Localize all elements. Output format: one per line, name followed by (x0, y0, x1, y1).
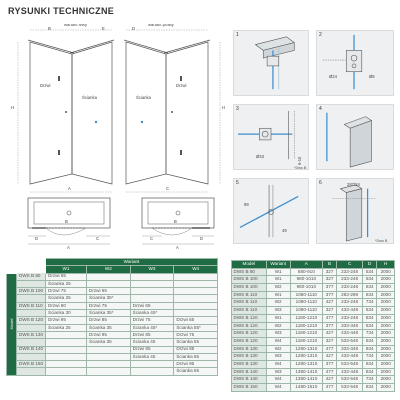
variant-cell-w2: Drzwi 65 (87, 288, 131, 295)
detail-number: 3 (236, 106, 239, 112)
variant-table-row (7, 288, 218, 295)
dim-c-label: C (166, 186, 170, 191)
variant-table-row (7, 302, 218, 309)
variant-table-row (7, 280, 218, 287)
dimension-table-body (232, 268, 395, 391)
dimension-cell: 1280-1310 (290, 345, 322, 353)
dimension-cell: 1180-1210 (290, 322, 322, 330)
dimension-cell: 477 (322, 345, 336, 353)
dimension-col-a: A (290, 261, 322, 269)
detail-3 (233, 104, 309, 170)
dimension-cell: W3 (266, 368, 290, 376)
detail-2-dim-2: Ø8 (369, 74, 375, 79)
variant-table (6, 258, 218, 376)
variant-model-cell (17, 353, 46, 360)
variant-cell-w4 (174, 310, 218, 317)
dimension-cell: 534 (362, 268, 376, 276)
left-wall-label: Ścianka (82, 95, 97, 100)
dimension-cell: 427 (322, 353, 336, 361)
plan-left-svg (22, 196, 116, 252)
variant-cell-w3 (130, 288, 174, 295)
left-door-label: Drzwi (40, 83, 51, 88)
dimension-cell: 1280-1310 (290, 353, 322, 361)
dimension-table-row (232, 307, 395, 315)
dimension-table-row (232, 276, 395, 284)
dimension-cell: 534 (362, 307, 376, 315)
dimension-cell: 377 (322, 291, 336, 299)
dimension-cell: DWS B 120 (232, 337, 267, 345)
plan-right-svg (138, 196, 218, 252)
variant-cell-w3: Ścianka 45 (130, 339, 174, 346)
dimension-table-row (232, 330, 395, 338)
variant-cell-w4: Ścianka 55* (174, 324, 218, 331)
dimension-table (231, 260, 395, 392)
right-door-panel (166, 42, 208, 184)
dimension-cell: 2000 (377, 337, 395, 345)
dimension-cell: 2000 (377, 268, 395, 276)
variant-model-cell: DWS B 100 (17, 288, 46, 295)
dimension-cell: DWS B 140 (232, 368, 267, 376)
dimension-cell: 834 (362, 368, 376, 376)
dimension-cell: 2000 (377, 314, 395, 322)
dimension-cell: W1 (266, 314, 290, 322)
dimension-cell: 533-548 (337, 360, 363, 368)
variant-cell-w3: Ścianka 45 (130, 353, 174, 360)
elevation-drawing (8, 24, 230, 194)
dimension-cell: DWS B 80 (232, 268, 267, 276)
dimension-cell: W3 (266, 353, 290, 361)
variant-table-row (7, 361, 218, 368)
dimension-cell: 233-248 (337, 268, 363, 276)
variant-cell-w2 (87, 273, 131, 280)
variant-cell-w4 (174, 280, 218, 287)
variant-col-w3: W3 (130, 266, 174, 273)
dimension-cell: 2000 (377, 376, 395, 384)
dimension-cell: 2000 (377, 384, 395, 392)
dimension-cell: 2000 (377, 276, 395, 284)
dimension-cell: 433-448 (337, 353, 363, 361)
detail-3-dim-1: Ø33 (256, 154, 264, 159)
variant-cell-w2: Drzwi 85 (87, 317, 131, 324)
dimension-cell: 533-548 (337, 384, 363, 392)
right-door-label: Drzwi (176, 83, 187, 88)
dimension-cell: DWS B 130 (232, 360, 267, 368)
dimension-cell: 233-248 (337, 314, 363, 322)
variant-table-row (7, 273, 218, 280)
dimension-cell: 233-248 (337, 284, 363, 292)
variant-table-spacer (7, 259, 46, 266)
dimension-cell: W2 (266, 299, 290, 307)
detail-6 (316, 178, 394, 244)
variant-cell-w3: Ścianka 45* (130, 324, 174, 331)
dimension-cell: 2000 (377, 322, 395, 330)
dimension-cell: 734 (362, 299, 376, 307)
dimension-table-row (232, 322, 395, 330)
dimension-cell: 427 (322, 376, 336, 384)
dimension-col-h: H (377, 261, 395, 269)
dimension-cell: 477 (322, 368, 336, 376)
dimension-cell: 333-348 (337, 345, 363, 353)
variant-model-cell (17, 324, 46, 331)
variant-cell-w4 (174, 302, 218, 309)
variant-cell-w4: Drzwi 75 (174, 331, 218, 338)
dimension-cell: 734 (362, 376, 376, 384)
variant-cell-w2: Ścianka 35* (87, 295, 131, 302)
dimension-cell: 427 (322, 330, 336, 338)
detail-number: 2 (319, 32, 322, 38)
variant-model-cell: DWS B 120 (17, 317, 46, 324)
dimension-cell: 534 (362, 337, 376, 345)
variant-col-w4: W4 (174, 266, 218, 273)
variant-model-cell: DWS B 130 (17, 331, 46, 338)
left-variant-label: wariant lewy (64, 24, 88, 27)
dimension-cell: 477 (322, 314, 336, 322)
dimension-cell: 533-548 (337, 376, 363, 384)
variant-cell-w2: Drzwi 95 (87, 331, 131, 338)
dimension-cell: 233-248 (337, 299, 363, 307)
dimension-cell: 533-548 (337, 337, 363, 345)
dimension-cell: 433-448 (337, 368, 363, 376)
dimension-table-row (232, 268, 395, 276)
dimension-cell: 377 (322, 322, 336, 330)
dimension-table-row (232, 337, 395, 345)
variant-cell-w2: Drzwi 75 (87, 302, 131, 309)
dimension-cell: W4 (266, 360, 290, 368)
plan-left-label-d: D (35, 236, 39, 241)
variant-cell-w1: Ścianka 25 (46, 324, 87, 331)
variant-cell-w4 (174, 295, 218, 302)
variant-model-cell: DWS B 80 (17, 273, 46, 280)
dimension-table-row (232, 353, 395, 361)
dimension-cell: 2000 (377, 330, 395, 338)
dim-d-label: D (132, 26, 136, 31)
variant-cell-w4: Ścianka 55 (174, 339, 218, 346)
variant-cell-w2 (87, 346, 131, 353)
dimension-cell: 634 (362, 284, 376, 292)
dim-h-right: H (222, 105, 226, 110)
dimension-cell: 534 (362, 276, 376, 284)
detail-6-svg (317, 179, 393, 243)
dimension-cell: 980-1010 (290, 276, 322, 284)
dimension-cell: 1080-1110 (290, 299, 322, 307)
variant-cell-w3 (130, 295, 174, 302)
dim-h-left: H (11, 105, 15, 110)
variant-cell-w3 (130, 368, 174, 375)
dimension-cell: W1 (266, 276, 290, 284)
variant-cell-w3: Drzwi 65 (130, 302, 174, 309)
dimension-table-row (232, 384, 395, 392)
variant-cell-w3 (130, 361, 174, 368)
variant-cell-w1 (46, 353, 87, 360)
detail-2 (316, 30, 394, 96)
dimension-cell: 1180-1210 (290, 330, 322, 338)
detail-6-dim-1: 287/24 (347, 182, 360, 187)
variant-table-group-row (7, 259, 218, 266)
dimension-cell: 834 (362, 384, 376, 392)
detail-5-dim-1: 89 (244, 202, 249, 207)
plan-left (22, 196, 116, 252)
right-wall-label: Ścianka (136, 95, 151, 100)
detail-number: 6 (319, 180, 322, 186)
variant-model-cell: DWS B 140 (17, 346, 46, 353)
variant-model-cell (17, 339, 46, 346)
dimension-cell: 1280-1310 (290, 360, 322, 368)
variant-cell-w2: Ścianka 35 (87, 324, 131, 331)
dimension-cell: 734 (362, 353, 376, 361)
dimension-cell: 1180-1210 (290, 314, 322, 322)
variant-model-cell (17, 295, 46, 302)
variant-cell-w4: Drzwi 85 (174, 346, 218, 353)
variant-col-w1: W1 (46, 266, 87, 273)
dimension-cell: 333-348 (337, 322, 363, 330)
detail-1-svg (234, 31, 308, 95)
variant-cell-w2: Ścianka 35 (87, 339, 131, 346)
variant-cell-w1: Drzwi 95 (46, 317, 87, 324)
dim-b-label: B (48, 26, 51, 31)
variant-cell-w3: Ścianka 45* (130, 310, 174, 317)
variant-model-cell: DWS B 110 (17, 302, 46, 309)
dimension-cell: 1480-1510 (290, 384, 322, 392)
dimension-cell: 834 (362, 345, 376, 353)
dim-e-label: E (102, 26, 105, 31)
variant-col-w2: W2 (87, 266, 131, 273)
dimension-col-b: B (322, 261, 336, 269)
variant-model-cell: DWS B 150 (17, 361, 46, 368)
variant-cell-w1: Drzwi 75 (46, 288, 87, 295)
dimension-cell: 634 (362, 322, 376, 330)
dimension-cell: DWS B 110 (232, 291, 267, 299)
detail-5 (233, 178, 309, 244)
dimension-cell: W3 (266, 307, 290, 315)
variant-cell-w4: Ścianka 55 (174, 353, 218, 360)
dimension-cell: DWS B 120 (232, 330, 267, 338)
dimension-cell: W4 (266, 337, 290, 345)
dimension-cell: 2000 (377, 291, 395, 299)
variant-cell-w1 (46, 361, 87, 368)
variant-cell-w1: Drzwi 80 (46, 302, 87, 309)
dimension-col-d: D (362, 261, 376, 269)
dimension-table-row (232, 299, 395, 307)
variant-table-body (7, 273, 218, 375)
dimension-cell: DWS B 100 (232, 284, 267, 292)
dimension-cell: DWS B 150 (232, 384, 267, 392)
dimension-table-row (232, 368, 395, 376)
detail-5-dim-2: 49 (282, 228, 287, 233)
variant-cell-w3: Drzwi 85 (130, 331, 174, 338)
dimension-table-row (232, 314, 395, 322)
variant-cell-w4: Drzwi 65 (174, 317, 218, 324)
dimension-cell: W4 (266, 384, 290, 392)
variant-cell-w4: Ścianka 55 (174, 368, 218, 375)
variant-table-spacer (7, 266, 46, 273)
variant-model-cell (17, 280, 46, 287)
detail-4 (316, 104, 394, 170)
variant-table-row (7, 331, 218, 338)
dimension-cell: 734 (362, 330, 376, 338)
dimension-cell: 634 (362, 360, 376, 368)
variant-table-row (7, 353, 218, 360)
variant-cell-w4 (174, 273, 218, 280)
variant-group-header: Wariant (46, 259, 218, 266)
dimension-cell: W2 (266, 345, 290, 353)
dimension-cell: 834 (362, 314, 376, 322)
plan-right-label-d: D (200, 236, 204, 241)
variant-cell-w1 (46, 368, 87, 375)
dimension-cell: 980-1010 (290, 284, 322, 292)
left-door-panel (30, 42, 72, 184)
page-title: RYSUNKI TECHNICZNE (8, 6, 115, 16)
dimension-cell: 1080-1110 (290, 307, 322, 315)
variant-model-cell (17, 310, 46, 317)
detail-2-dim-1: Ø24 (329, 74, 337, 79)
variant-cell-w4: Drzwi 95 (174, 361, 218, 368)
plan-left-label-a: A (67, 245, 70, 250)
dimension-cell: 327 (322, 337, 336, 345)
dimension-table-header-row (232, 261, 395, 269)
variant-cell-w2: Ścianka 35* (87, 310, 131, 317)
dimension-table-row (232, 345, 395, 353)
dimension-cell: DWS B 130 (232, 353, 267, 361)
variant-side-label-text: Model (8, 318, 14, 330)
variant-table-row (7, 324, 218, 331)
left-wall-panel (72, 42, 112, 184)
dimension-cell: 2000 (377, 368, 395, 376)
dimension-cell: W2 (266, 322, 290, 330)
dimension-cell: 377 (322, 360, 336, 368)
dimension-cell: 2000 (377, 353, 395, 361)
dimension-cell: DWS B 120 (232, 314, 267, 322)
dimension-cell: 377 (322, 284, 336, 292)
elevation-svg (8, 24, 230, 194)
detail-3-dim-2: 6-10 (297, 156, 302, 165)
dimension-cell: 634 (362, 291, 376, 299)
variant-cell-w3: Drzwi 95 (130, 346, 174, 353)
dimension-cell: 327 (322, 276, 336, 284)
dimension-cell: 283-298 (337, 291, 363, 299)
dimension-cell: W3 (266, 330, 290, 338)
variant-cell-w1: Drzwi 65 (46, 273, 87, 280)
variant-table-row (7, 346, 218, 353)
variant-cell-w1 (46, 339, 87, 346)
dimension-table-row (232, 284, 395, 292)
detail-5-svg (234, 179, 308, 243)
dimension-cell: 2000 (377, 307, 395, 315)
variant-table-row (7, 310, 218, 317)
variant-cell-w1: Ścianka 25 (46, 280, 87, 287)
dimension-cell: W4 (266, 376, 290, 384)
right-wall-panel (126, 42, 166, 184)
plan-right-label-b: B (174, 219, 177, 224)
plan-right (138, 196, 218, 252)
dimension-cell: DWS B 110 (232, 307, 267, 315)
plan-right-label-c: C (150, 236, 154, 241)
variant-model-cell (17, 368, 46, 375)
dimension-cell: 433-448 (337, 307, 363, 315)
variant-cell-w1 (46, 331, 87, 338)
variant-cell-w3 (130, 280, 174, 287)
dimension-col-wariant: Wariant (266, 261, 290, 269)
detail-1 (233, 30, 309, 96)
variant-table-row (7, 339, 218, 346)
dimension-cell: 2000 (377, 299, 395, 307)
dimension-col-c: C (337, 261, 363, 269)
variant-cell-w1: Ścianka 30 (46, 310, 87, 317)
dimension-cell: DWS B 140 (232, 376, 267, 384)
variant-cell-w3 (130, 273, 174, 280)
dimension-table-row (232, 376, 395, 384)
variant-table-row (7, 317, 218, 324)
dim-a-label: A (68, 186, 71, 191)
variant-table-row (7, 295, 218, 302)
variant-side-label (7, 273, 17, 375)
variant-cell-w2 (87, 353, 131, 360)
dimension-cell: W1 (266, 291, 290, 299)
dimension-cell: 1380-1410 (290, 368, 322, 376)
dimension-cell: DWS B 120 (232, 322, 267, 330)
dimension-cell: 1380-1410 (290, 376, 322, 384)
detail-3-note: *Dws B (294, 166, 307, 170)
dimension-table-row (232, 291, 395, 299)
dimension-cell: 327 (322, 268, 336, 276)
dimension-cell: W2 (266, 284, 290, 292)
variant-cell-w2 (87, 368, 131, 375)
detail-number: 4 (319, 106, 322, 112)
variant-cell-w2 (87, 280, 131, 287)
plan-left-label-b: B (65, 219, 68, 224)
dimension-cell: 477 (322, 384, 336, 392)
detail-2-svg (317, 31, 393, 95)
variant-cell-w1: Ścianka 25 (46, 295, 87, 302)
dimension-cell: 880-910 (290, 268, 322, 276)
dimension-cell: 2000 (377, 284, 395, 292)
dimension-col-model: Model (232, 261, 267, 269)
dimension-cell: 1080-1110 (290, 291, 322, 299)
dimension-cell: 327 (322, 307, 336, 315)
dimension-cell: 433-448 (337, 330, 363, 338)
dimension-cell: 2000 (377, 345, 395, 353)
detail-number: 1 (236, 32, 239, 38)
variant-cell-w2 (87, 361, 131, 368)
variant-cell-w1 (46, 346, 87, 353)
variant-cell-w4 (174, 288, 218, 295)
variant-table-row (7, 368, 218, 375)
right-variant-label: wariant prawy (148, 24, 174, 27)
dimension-cell: W1 (266, 268, 290, 276)
dimension-table-row (232, 360, 395, 368)
dimension-cell: 1180-1210 (290, 337, 322, 345)
detail-4-svg (317, 105, 393, 169)
dimension-cell: DWS B 100 (232, 276, 267, 284)
variant-cell-w3: Drzwi 75 (130, 317, 174, 324)
detail-6-note: *Dws B (375, 239, 388, 243)
variant-table-header-row (7, 266, 218, 273)
detail-number: 5 (236, 180, 239, 186)
dimension-cell: DWS B 110 (232, 299, 267, 307)
dimension-cell: DWS B 130 (232, 345, 267, 353)
dimension-cell: 233-248 (337, 276, 363, 284)
plan-right-label-a: A (176, 245, 179, 250)
dimension-cell: 427 (322, 299, 336, 307)
plan-left-label-c: C (96, 236, 100, 241)
dimension-cell: 2000 (377, 360, 395, 368)
